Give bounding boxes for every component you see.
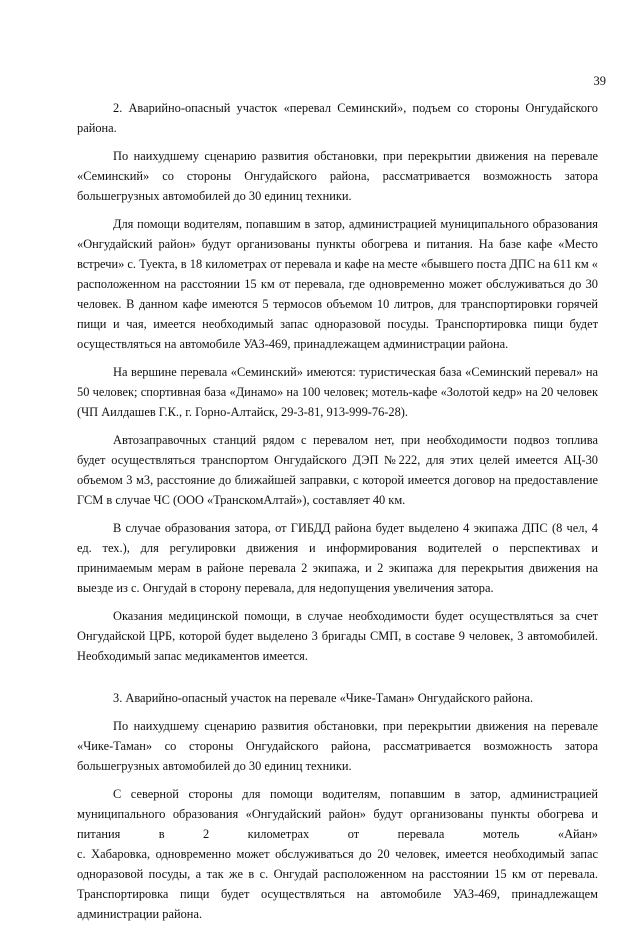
paragraph-medical-aid: Оказания медицинской помощи, в случае необходимости будет осуществляться за счет Онгудайской ЦРБ, которой будет выделено 3 бригады СМП, в составе 9 человек, 3 автомобилей. Необходимый запас медикаментов имеется.: [77, 609, 598, 663]
paragraph-worst-case-semin: По наихудшему сценарию развития обстановки, при перекрытии движения на перевале «Семинский» со стороны Онгудайского района, рассматривается возможность затора большегрузных автомобилей до 30 единиц техники.: [77, 149, 598, 203]
paragraph-northern-side-help: С северной стороны для помощи водителям, попавшим в затор, администрацией муниципального образования «Онгудайский район» будут организованы пункты обогрева и питания в 2 километрах от перевала мотель «Айан»: [77, 787, 598, 841]
page-number: 39: [593, 74, 606, 88]
paragraph-pass-summit-facilities: На вершине перевала «Семинский» имеются: туристическая база «Семинский перевал» на 50 человек; спортивная база «Динамо» на 100 человек; мотель-кафе «Золотой кедр» на 20 человек (ЧП Аилдашев Г.К., г. Горно-Алтайск, 29-3-81, 913-999-76-28).: [77, 365, 598, 419]
section-heading-chike-taman: 3. Аварийно-опасный участок на перевале «Чике-Таман» Онгудайского района.: [113, 691, 534, 705]
paragraph-heating-food-points: Для помощи водителям, попавшим в затор, администрацией муниципального образования «Онгудайский район» будут организованы пункты обогрева и питания. На базе кафе «Место встречи» с. Туекта, в 18 километрах от перевала и кафе на месте «бывшего поста ДПС на 611 км « расположенном на расстоянии 15 км от перевала, где одновременно может обслуживаться до 30 человек. В данном кафе имеются 5 термосов объемом 10 литров, для транспортировки горячей пищи и чая, имеется необходимый запас одноразовой посуды. Транспортировка пищи будет осуществляться на автомобиле УАЗ-469, принадлежащем администрации района.: [77, 217, 598, 351]
document-body: [77, 98, 598, 932]
paragraph-fuel-supply: Автозаправочных станций рядом с перевалом нет, при необходимости подвоз топлива будет осуществляться транспортом Онгудайского ДЭП №222, для этих целей имеется АЦ-30 объемом 3 м3, расстояние до ближайшей заправки, с которой имеется договор на предоставление ГСМ в случае ЧС (ООО «ТранскомАлтай»), составляет 40 км.: [77, 433, 598, 507]
paragraph-worst-case-chike-taman: По наихудшему сценарию развития обстановки, при перекрытии движения на перевале «Чике-Таман» со стороны Онгудайского района, рассматривается возможность затора большегрузных автомобилей до 30 единиц техники.: [77, 719, 598, 773]
section-heading-semin-pass: 2. Аварийно-опасный участок «перевал Семинский», подъем со стороны Онгудайского района.: [77, 101, 598, 135]
paragraph-traffic-police: В случае образования затора, от ГИБДД района будет выделено 4 экипажа ДПС (8 чел, 4 ед. тех.), для регулировки движения и информирования водителей о перспективах и принимаемым мерам в районе перевала 2 экипажа, и 2 экипажа для перекрытия движения на выезде из с. Онгудай в сторону перевала, для недопущения увеличения затора.: [77, 521, 598, 595]
paragraph-khabarovka-continued: с. Хабаровка, одновременно может обслуживаться до 20 человек, имеется необходимый запас одноразовой посуды, а так же в с. Онгудай расположенном на расстоянии 15 км от перевала. Транспортировка пищи будет осуществляться на автомобиле УАЗ-469, принадлежащем администрации района.: [77, 847, 598, 921]
